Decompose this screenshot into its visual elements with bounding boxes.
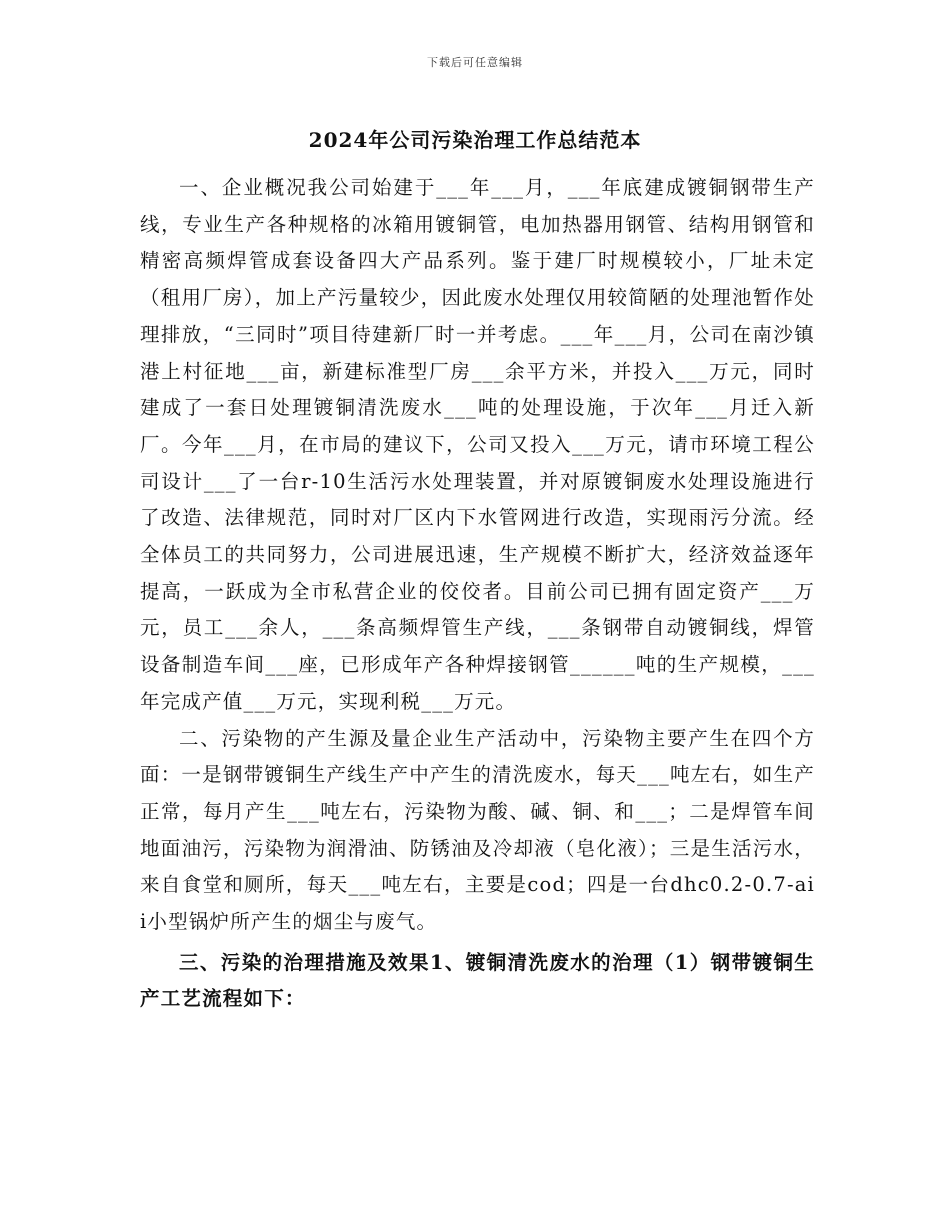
document-title: 2024年公司污染治理工作总结范本	[308, 128, 642, 152]
paragraph-company-overview: 一、企业概况我公司始建于___年___月，___年底建成镀铜钢带生产线，专业生产各种规格的冰箱用镀铜管，电加热器用钢管、结构用钢管和精密高频焊管成套设备四大产品系列。鉴于建厂时规模较小，厂址未定（租用厂房），加上产污量较少，因此废水处理仅用较简陋的处理池暂作处理排放，“三同时”项目待建新厂时一并考虑。___年___月，公司在南沙镇港上村征地___亩，新建标准型厂房___余平方米，并投入___万元，同时建成了一套日处理镀铜清洗废水___吨的处理设施，于次年___月迁入新厂。今年___月，在市局的建议下，公司又投入___万元，请市环境工程公司设计___了一台r-10生活污水处理装置，并对原镀铜废水处理设施进行了改造、法律规范，同时对厂区内下水管网进行改造，实现雨污分流。经全体员工的共同努力，公司进展迅速，生产规模不断扩大，经济效益逐年提高，一跃成为全市私营企业的佼佼者。目前公司已拥有固定资产___万元，员工___余人，___条高频焊管生产线，___条钢带自动镀铜线，焊管设备制造车间___座，已形成年产各种焊接钢管______吨的生产规模，___年完成产值___万元，实现利税___万元。	[140, 176, 815, 713]
paragraph-treatment-measures-heading: 三、污染的治理措施及效果1、镀铜清洗废水的治理（1）钢带镀铜生产工艺流程如下：	[140, 950, 815, 1011]
paragraph-pollution-sources: 二、污染物的产生源及量企业生产活动中，污染物主要产生在四个方面：一是钢带镀铜生产线生产中产生的清洗废水，每天___吨左右，如生产正常，每月产生___吨左右，污染物为酸、碱、铜、和___；二是焊管车间地面油污，污染物为润滑油、防锈油及冷却液（皂化液）；三是生活污水，来自食堂和厕所，每天___吨左右，主要是cod；四是一台dhc0.2-0.7-aii小型锅炉所产生的烟尘与废气。	[140, 726, 815, 934]
document-body	[140, 170, 815, 1018]
page-header-note: 下载后可任意编辑	[427, 56, 523, 69]
